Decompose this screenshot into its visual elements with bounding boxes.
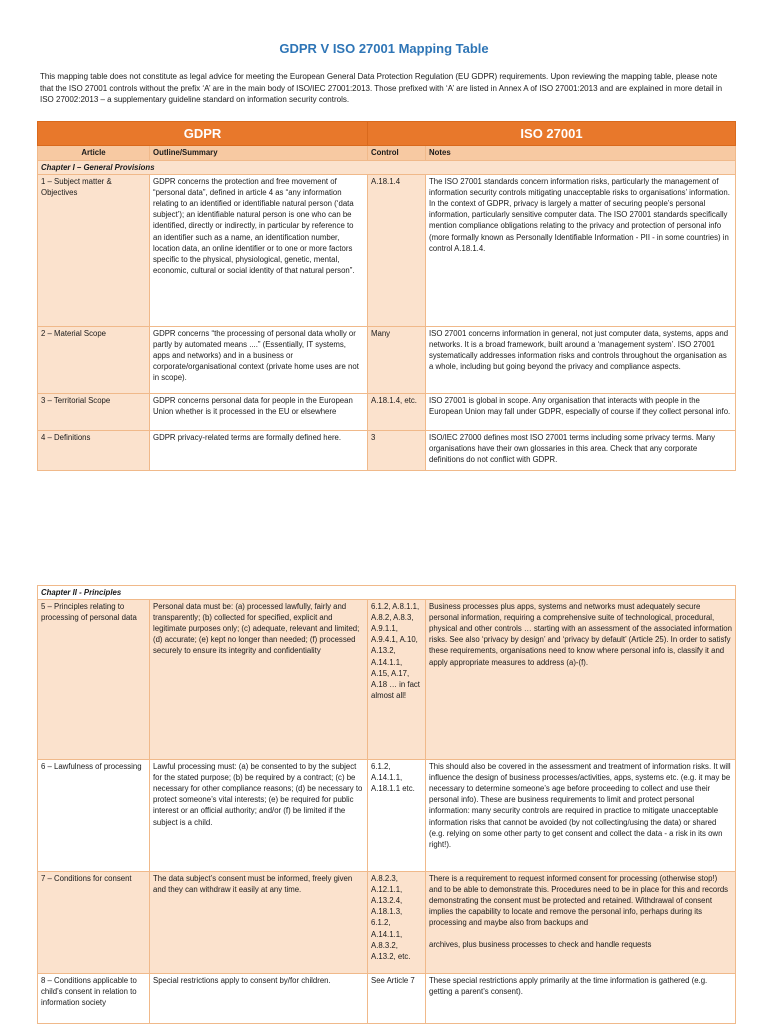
article-cell: 4 – Definitions bbox=[38, 431, 150, 471]
outline-cell: Special restrictions apply to consent by/for children. bbox=[150, 974, 368, 1024]
article-cell: 1 – Subject matter & Objectives bbox=[38, 175, 150, 327]
table-row bbox=[38, 431, 736, 471]
control-cell: Many bbox=[368, 327, 426, 394]
notes-text: There is a requirement to request informed consent for processing (otherwise stop!) and to be able to demonstrate this. Procedures need to be in place for this and records demonstrating the consent must be protected and retained. Withdrawal of consent implies the capability to locate and remove the personal info, perhaps during its processing and maybe also from backups and bbox=[429, 874, 729, 928]
control-cell: 6.1.2, A.14.1.1, A.18.1.1 etc. bbox=[368, 760, 426, 872]
notes-cell: This should also be covered in the assessment and treatment of information risks. It will influence the design of business processes/activities, apps, systems etc. (e.g. it may be necessary to determine someone’s age before proceeding to collect and use their personal info). These are business requirements to limit and protect personal information: many security controls are required in practice to mitigate unacceptable information risks that cannot be avoided (by not collecting/using the data) or shared (e.g. relying on some other party to get consent and collect the data - a risk in its own right!). bbox=[426, 760, 736, 872]
control-cell: 3 bbox=[368, 431, 426, 471]
table-row bbox=[38, 394, 736, 431]
notes-cell: These special restrictions apply primarily at the time information is gathered (e.g. getting a parent’s consent). bbox=[426, 974, 736, 1024]
col-notes: Notes bbox=[426, 146, 736, 161]
article-cell: 8 – Conditions applicable to child’s consent in relation to information society bbox=[38, 974, 150, 1024]
chapter-title: Chapter II - Principles bbox=[38, 586, 736, 600]
article-cell: 6 – Lawfulness of processing bbox=[38, 760, 150, 872]
chapter-title: Chapter I – General Provisions bbox=[38, 161, 736, 175]
table-row bbox=[38, 175, 736, 327]
col-article: Article bbox=[38, 146, 150, 161]
control-cell: A.18.1.4, etc. bbox=[368, 394, 426, 431]
intro-paragraph: This mapping table does not constitute as legal advice for meeting the European General Data Protection Regulation (EU GDPR) requirements. Upon reviewing the mapping table, please note that the ISO 27001 controls without the prefix ‘A’ are in the main body of ISO/IEC 27001:2013. Those prefixed with ‘A’ are listed in Annex A of ISO 27001:2013 and are explained in more detail in ISO 27002:2013 – a supplementary guideline standard on information security controls. bbox=[40, 72, 723, 104]
mapping-table-chapter-2 bbox=[37, 585, 736, 1024]
chapter-row bbox=[38, 586, 736, 600]
table-row bbox=[38, 974, 736, 1024]
chapter-row bbox=[38, 161, 736, 175]
notes-cell: The ISO 27001 standards concern information risks, particularly the management of information security controls mitigating unacceptable risks to organisations’ information. In the context of GDPR, privacy is largely a matter of securing people’s personal information, particularly sensitive computer data. The ISO 27001 standards specifically mention compliance obligations relating to the privacy and protection of personal info (more formally known as Personally Identifiable Information - PII - in some countries) in control A.18.1.4. bbox=[426, 175, 736, 327]
control-cell: See Article 7 bbox=[368, 974, 426, 1024]
column-header-row bbox=[38, 146, 736, 161]
outline-cell: GDPR privacy-related terms are formally defined here. bbox=[150, 431, 368, 471]
control-cell: A.8.2.3, A.12.1.1, A.13.2.4, A.18.1.3, 6.1.2, A.14.1.1, A.8.3.2, A.13.2, etc. bbox=[368, 872, 426, 974]
article-cell: 3 – Territorial Scope bbox=[38, 394, 150, 431]
page-title: GDPR V ISO 27001 Mapping Table bbox=[279, 41, 489, 56]
mapping-table-chapter-1 bbox=[37, 121, 736, 471]
notes-cell: ISO 27001 is global in scope. Any organisation that interacts with people in the European Union may fall under GDPR, especially of course if they collect personal info. bbox=[426, 394, 736, 431]
notes-cell bbox=[426, 872, 736, 974]
control-cell: 6.1.2, A.8.1.1, A.8.2, A.8.3, A.9.1.1, A.9.4.1, A.10, A.13.2, A.14.1.1, A.15, A.17, A.18 … in fact almost all! bbox=[368, 600, 426, 760]
outline-cell: Lawful processing must: (a) be consented to by the subject for the stated purpose; (b) be required by a contract; (c) be necessary for other compliance reasons; (d) be necessary to protect someone’s vital interests; (e) be required for public interest or an official authority; and/or (f) be limited if the subject is a child. bbox=[150, 760, 368, 872]
col-outline: Outline/Summary bbox=[150, 146, 368, 161]
article-cell: 7 – Conditions for consent bbox=[38, 872, 150, 974]
table-row bbox=[38, 327, 736, 394]
article-cell: 5 – Principles relating to processing of personal data bbox=[38, 600, 150, 760]
outline-cell: The data subject’s consent must be informed, freely given and they can withdraw it easily at any time. bbox=[150, 872, 368, 974]
outline-cell: Personal data must be: (a) processed lawfully, fairly and transparently; (b) collected for specified, explicit and legitimate purposes only; (c) adequate, relevant and limited; (d) accurate; (e) kept no longer than needed; (f) processed securely to ensure its integrity and confidentiality bbox=[150, 600, 368, 760]
outline-cell: GDPR concerns “the processing of personal data wholly or partly by automated means ....” (Essentially, IT systems, apps and networks) and in a business or corporate/organisational context (private home uses are not in scope). bbox=[150, 327, 368, 394]
notes-cell: ISO/IEC 27000 defines most ISO 27001 terms including some privacy terms. Many organisations have their own glossaries in this area. Check that any corporate definitions do not conflict with GDPR. bbox=[426, 431, 736, 471]
outline-cell: GDPR concerns the protection and free movement of “personal data”, defined in article 4 as “any information relating to an identified or identifiable natural person (‘data subject’); an identifiable natural person is one who can be identified, directly or indirectly, in particular by reference to an identifier such as a name, an identification number, location data, an online identifier or to one or more factors specific to the physical, physiological, genetic, mental, economic, cultural or social identity of that natural person”. bbox=[150, 175, 368, 327]
table-row bbox=[38, 872, 736, 974]
notes-cell: ISO 27001 concerns information in general, not just computer data, systems, apps and networks. It is a broad framework, built around a ‘management system’. ISO 27001 systematically addresses information risks and controls throughout the organisation as a whole, including but going beyond the privacy and compliance aspects. bbox=[426, 327, 736, 394]
table-row bbox=[38, 760, 736, 872]
notes-cell: Business processes plus apps, systems and networks must adequately secure personal information, requiring a comprehensive suite of technological, procedural, physical and other controls … starting with an assessment of the associated information risks. See also ‘privacy by design’ and ‘privacy by default’ (Article 25). In order to satisfy these requirements, organisations need to know where personal info is, classify it and apply appropriate measures to address (a)-(f). bbox=[426, 600, 736, 760]
iso-header: ISO 27001 bbox=[368, 122, 736, 146]
table-header-row bbox=[38, 122, 736, 146]
gdpr-header: GDPR bbox=[38, 122, 368, 146]
notes-text-continued: archives, plus business processes to check and handle requests bbox=[429, 939, 652, 949]
col-control: Control bbox=[368, 146, 426, 161]
control-cell: A.18.1.4 bbox=[368, 175, 426, 327]
table-row bbox=[38, 600, 736, 760]
article-cell: 2 – Material Scope bbox=[38, 327, 150, 394]
outline-cell: GDPR concerns personal data for people in the European Union whether is it processed in the EU or elsewhere bbox=[150, 394, 368, 431]
